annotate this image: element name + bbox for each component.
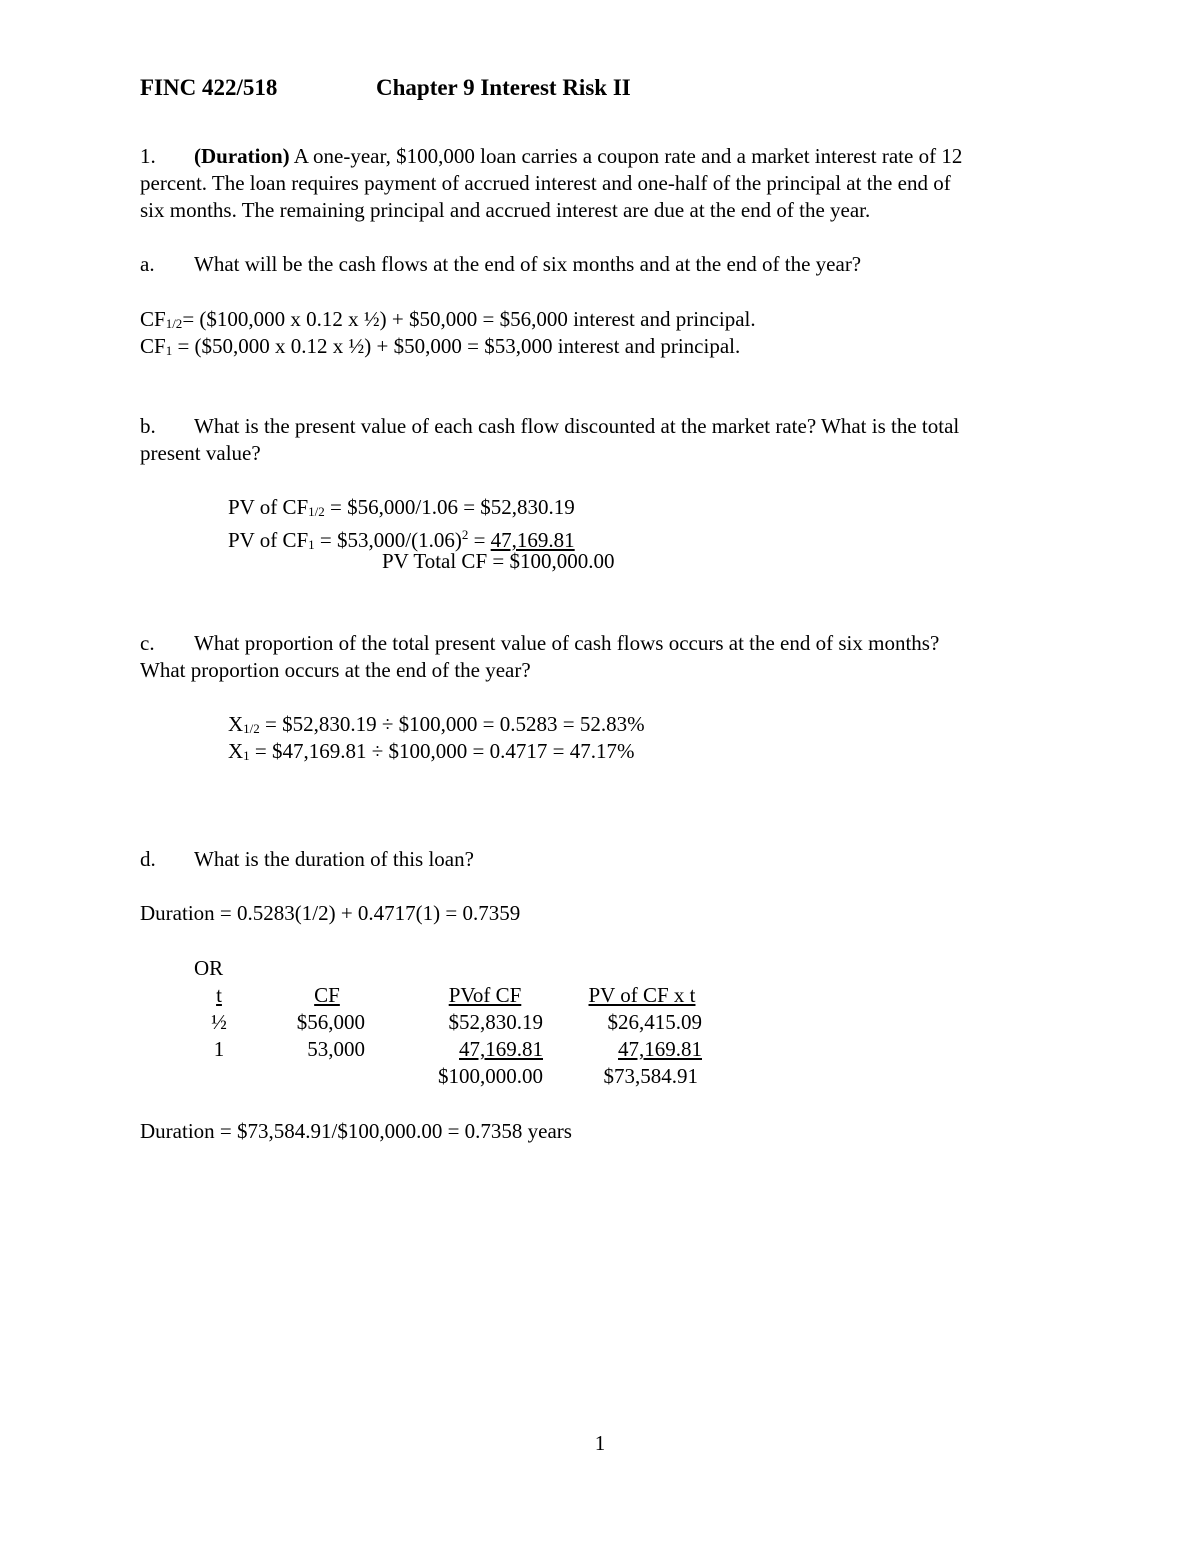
part-b-question-line-1 [140, 413, 959, 440]
part-a-label: a. [140, 252, 155, 276]
pv-total: PV Total CF = $100,000.00 [382, 549, 615, 573]
pv1-exponent: 2 [461, 527, 469, 542]
pv1-subscript: 1 [308, 537, 315, 552]
part-b-question-line-2: present value? [140, 441, 261, 465]
pv1-label: PV of CF [228, 528, 309, 552]
chapter-title: Chapter 9 Interest Risk II [376, 75, 631, 100]
x-half-subscript: 1/2 [243, 721, 260, 736]
pv1-equals: = [468, 528, 491, 552]
table-row-2-pv: 47,169.81 [459, 1037, 543, 1061]
table-header-pvt: PV of CF x t [588, 983, 696, 1007]
x1-equation: $X_1$ = $47,169.81 ÷ $100,000 = 0.4717 = 47.17% [228, 739, 635, 763]
cf-half-subscript: 1/2 [165, 316, 183, 331]
table-row-1-pv: $52,830.19 [448, 1010, 543, 1034]
part-d-label: d. [140, 847, 156, 871]
cf-half-equation: $CF_{1/2}=$ ($100,000 x 0.12 x ½) + $50,000 = $56,000 interest and principal. [140, 307, 756, 331]
duration-formula: Duration = 0.5283(1/2) + 0.4717(1) = 0.7359 [140, 901, 521, 925]
table-row-2-pvt: 47,169.81 [618, 1037, 702, 1061]
problem-text-1: A one-year, $100,000 loan carries a coupon rate and a market interest rate of 12 [289, 144, 963, 168]
table-total-pvt: $73,584.91 [603, 1064, 698, 1088]
cf1-text: = ($50,000 x 0.12 x ½) + $50,000 = $53,000 interest and principal. [172, 334, 741, 358]
pv-half-subscript: 1/2 [308, 504, 325, 519]
table-row-1-t: ½ [211, 1010, 227, 1034]
part-d-text: What is the duration of this loan? [194, 847, 474, 871]
page-number: 1 [594, 1431, 606, 1455]
course-code: FINC 422/518 [140, 75, 278, 100]
table-row-1-pvt: $26,415.09 [607, 1010, 702, 1034]
x1-subscript: 1 [243, 748, 250, 763]
pv-half-label: PV of CF [228, 495, 309, 519]
pv1-text: = $53,000/(1.06) [314, 528, 462, 552]
problem-line-2: percent. The loan requires payment of accrued interest and one-half of the principal at the end of [140, 171, 951, 195]
part-c-text-1: What proportion of the total present value of cash flows occurs at the end of six months? [194, 631, 940, 655]
or-label: OR [194, 956, 224, 980]
table-header-pv: PVof CF [448, 983, 522, 1007]
x1-text: = $47,169.81 ÷ $100,000 = 0.4717 = 47.17% [249, 739, 635, 763]
part-c-question-line-2: What proportion occurs at the end of the year? [140, 658, 531, 682]
table-header-cf: CF [314, 983, 340, 1007]
cf-half-text: = ($100,000 x 0.12 x ½) + $50,000 = $56,000 interest and principal. [182, 307, 756, 331]
table-row-2-cf: 53,000 [307, 1037, 365, 1061]
duration-result: Duration = $73,584.91/$100,000.00 = 0.7358 years [140, 1119, 572, 1143]
problem-number: 1. [140, 144, 156, 168]
part-b-text-1: What is the present value of each cash flow discounted at the market rate? What is the total [194, 414, 960, 438]
part-b-label: b. [140, 414, 156, 438]
pv1-value: 47,169.81 [490, 528, 575, 552]
part-d-question [140, 846, 474, 873]
part-a-question [140, 251, 861, 278]
x-half-text: = $52,830.19 ÷ $100,000 = 0.5283 = 52.83% [259, 712, 645, 736]
table-row-2-t: 1 [213, 1037, 225, 1061]
table-row-1-cf: $56,000 [296, 1010, 365, 1034]
pv-half-text: = $56,000/1.06 = $52,830.19 [324, 495, 575, 519]
cf1-equation: $CF_1$ = ($50,000 x 0.12 x ½) + $50,000 = $53,000 interest and principal. [140, 334, 741, 358]
table-total-pv: $100,000.00 [438, 1064, 543, 1088]
problem-line-1 [140, 143, 962, 170]
cf1-subscript: 1 [165, 343, 173, 358]
part-c-question-line-1 [140, 630, 939, 657]
problem-heading: (Duration) [194, 144, 290, 168]
part-a-text: What will be the cash flows at the end of six months and at the end of the year? [194, 252, 862, 276]
x-half-equation: $X_{1/2}$ = $52,830.19 ÷ $100,000 = 0.5283 = 52.83% [228, 712, 645, 736]
part-c-label: c. [140, 631, 155, 655]
page-header [140, 74, 631, 101]
table-header-t: t [216, 983, 222, 1007]
problem-line-3: six months. The remaining principal and accrued interest are due at the end of the year. [140, 198, 871, 222]
